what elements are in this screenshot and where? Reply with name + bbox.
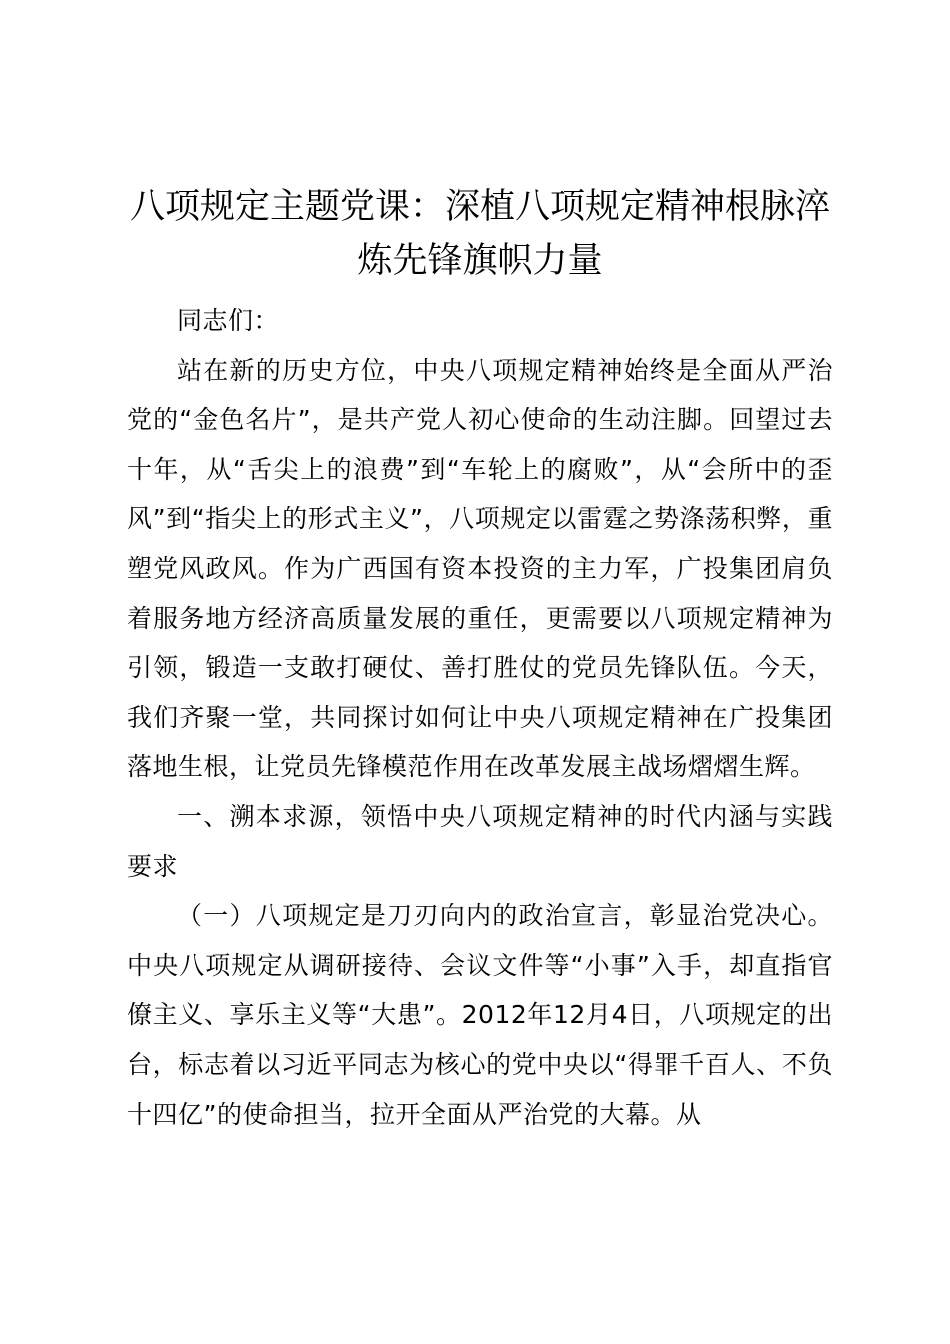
greeting: 同志们： [177, 306, 280, 335]
document-title: 八项规定主题党课：深植八项规定精神根脉淬炼先锋旗帜力量 [129, 187, 830, 281]
subsection-paragraph-1: （一）八项规定是刀刃向内的政治宣言，彰显治党决心。中央八项规定从调研接待、会议文件等“小事”入手，却直指官僚主义、享乐主义等“大患”。2012年12月4日，八项规定的出台，标志着以习近平同志为核心的党中央以“得罪千百人、不负十四亿”的使命担当，拉开全面从严治党的大幕。从 [127, 901, 833, 1129]
document-page [127, 180, 833, 1139]
section-heading-1: 一、溯本求源，领悟中央八项规定精神的时代内涵与实践要求 [127, 801, 833, 881]
intro-paragraph: 站在新的历史方位，中央八项规定精神始终是全面从严治党的“金色名片”，是共产党人初心使命的生动注脚。回望过去十年，从“舌尖上的浪费”到“车轮上的腐败”，从“会所中的歪风”到“指尖上的形式主义”，八项规定以雷霆之势涤荡积弊，重塑党风政风。作为广西国有资本投资的主力军，广投集团肩负着服务地方经济高质量发展的重任，更需要以八项规定精神为引领，锻造一支敢打硬仗、善打胜仗的党员先锋队伍。今天，我们齐聚一堂，共同探讨如何让中央八项规定精神在广投集团落地生根，让党员先锋模范作用在改革发展主战场熠熠生辉。 [127, 355, 833, 782]
